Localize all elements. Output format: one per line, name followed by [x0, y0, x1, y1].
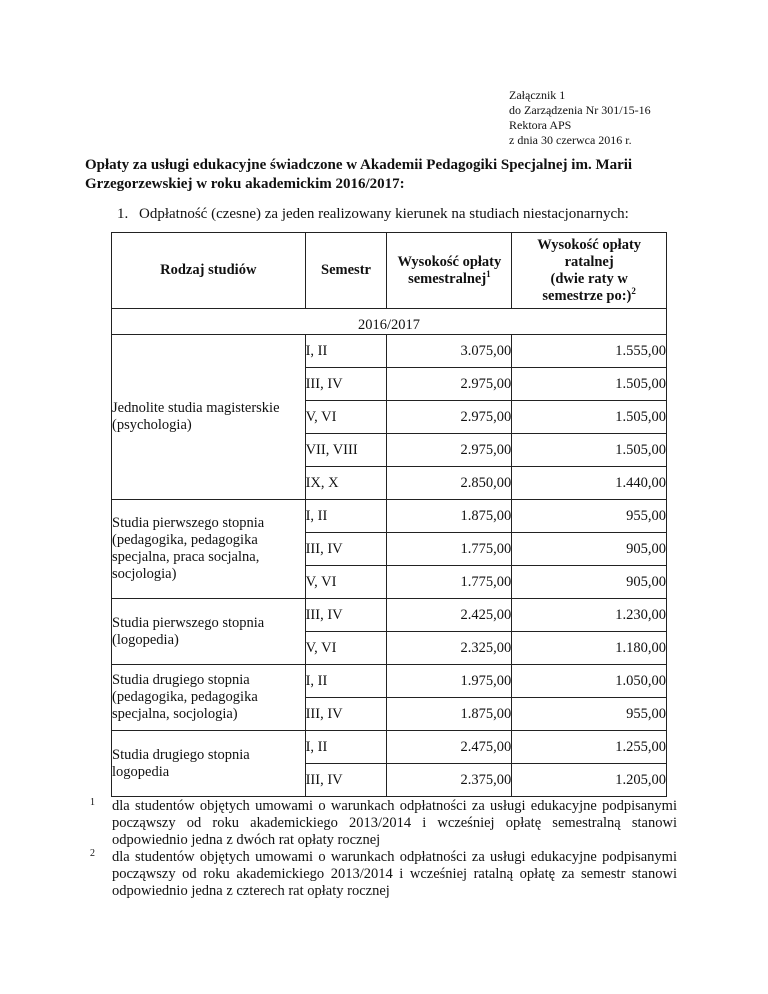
table-year-row — [112, 309, 667, 335]
footnote-2 — [90, 848, 677, 900]
semester-cell: V, VI — [305, 632, 387, 665]
table-header-row — [112, 233, 667, 309]
semestral-fee-cell: 2.850,00 — [387, 467, 512, 500]
installment-fee-cell: 1.180,00 — [512, 632, 667, 665]
installment-fee-cell: 905,00 — [512, 533, 667, 566]
installment-fee-cell: 1.505,00 — [512, 401, 667, 434]
semestral-fee-cell: 1.875,00 — [387, 698, 512, 731]
header-kind: Rodzaj studiów — [112, 233, 306, 309]
annex-line: Załącznik 1 — [509, 88, 566, 102]
document-title: Opłaty za usługi edukacyjne świadczone w Akademii Pedagogiki Specjalnej im. Marii Grzegorzewskiej w roku akademickim 2016/2017: — [85, 157, 633, 192]
footnote-text: dla studentów objętych umowami o warunkach odpłatności za usługi edukacyjne podpisanymi począwszy od roku akademickiego 2013/2014 i wcześniej opłatę semestralną stanowi odpowiednio jedna z dwóch rat opłaty rocznej — [112, 798, 677, 848]
semestral-fee-cell: 1.775,00 — [387, 566, 512, 599]
semestral-fee-cell: 2.975,00 — [387, 434, 512, 467]
list-item-fees — [117, 205, 717, 224]
installment-fee-cell: 1.255,00 — [512, 731, 667, 764]
semester-cell: I, II — [305, 665, 387, 698]
semestral-fee-cell: 1.975,00 — [387, 665, 512, 698]
installment-fee-cell: 1.555,00 — [512, 335, 667, 368]
study-kind: Studia drugiego stopnia (pedagogika, pedagogika specjalna, socjologia) — [112, 665, 306, 731]
installment-fee-cell: 1.205,00 — [512, 764, 667, 797]
semestral-fee-cell: 2.325,00 — [387, 632, 512, 665]
header-semester: Semestr — [305, 233, 387, 309]
semester-cell: V, VI — [305, 401, 387, 434]
footnote-ref: 2 — [631, 285, 636, 296]
study-kind: Studia pierwszego stopnia (logopedia) — [112, 599, 306, 665]
annex-line: Rektora APS — [509, 118, 572, 132]
footnote-text: dla studentów objętych umowami o warunkach odpłatności za usługi edukacyjne podpisanymi począwszy od roku akademickiego 2013/2014 i wcześniej ratalną opłatę za semestr stanowi odpowiednio jedna z czterech rat opłaty rocznej — [112, 849, 677, 899]
academic-year: 2016/2017 — [112, 309, 667, 335]
semester-cell: III, IV — [305, 764, 387, 797]
study-kind: Jednolite studia magisterskie (psychologia) — [112, 335, 306, 500]
footnote-ref: 1 — [486, 268, 491, 279]
list-item-number: 1. — [117, 206, 129, 222]
semester-cell: I, II — [305, 500, 387, 533]
annex-line: do Zarządzenia Nr 301/15-16 — [509, 103, 651, 117]
semestral-fee-cell: 1.775,00 — [387, 533, 512, 566]
table-row — [112, 500, 667, 533]
semester-cell: III, IV — [305, 368, 387, 401]
list-item-text: Odpłatność (czesne) za jeden realizowany kierunek na studiach niestacjonarnych: — [139, 206, 629, 222]
installment-fee-cell: 955,00 — [512, 500, 667, 533]
study-kind: Studia pierwszego stopnia (pedagogika, pedagogika specjalna, praca socjalna, socjologia) — [112, 500, 306, 599]
semestral-fee-cell: 2.975,00 — [387, 368, 512, 401]
semester-cell: I, II — [305, 335, 387, 368]
semestral-fee-cell: 3.075,00 — [387, 335, 512, 368]
installment-fee-cell: 1.505,00 — [512, 368, 667, 401]
table-row — [112, 731, 667, 764]
semestral-fee-cell: 2.975,00 — [387, 401, 512, 434]
installment-fee-cell: 905,00 — [512, 566, 667, 599]
installment-fee-cell: 1.505,00 — [512, 434, 667, 467]
annex-header — [509, 88, 651, 148]
footnote-mark: 2 — [90, 848, 95, 859]
annex-line: z dnia 30 czerwca 2016 r. — [509, 133, 632, 147]
fees-table — [111, 232, 667, 797]
semester-cell: III, IV — [305, 599, 387, 632]
table-row — [112, 599, 667, 632]
semestral-fee-cell: 2.475,00 — [387, 731, 512, 764]
semester-cell: III, IV — [305, 533, 387, 566]
semestral-fee-cell: 2.375,00 — [387, 764, 512, 797]
header-installment-fee: Wysokość opłaty ratalnej (dwie raty w semestrze po:)$^2$ — [512, 233, 667, 309]
footnote-mark: 1 — [90, 797, 95, 808]
semester-cell: V, VI — [305, 566, 387, 599]
installment-fee-cell: 955,00 — [512, 698, 667, 731]
installment-fee-cell: 1.050,00 — [512, 665, 667, 698]
table-row — [112, 335, 667, 368]
semester-cell: I, II — [305, 731, 387, 764]
study-kind: Studia drugiego stopnia logopedia — [112, 731, 306, 797]
installment-fee-cell: 1.440,00 — [512, 467, 667, 500]
semester-cell: VII, VIII — [305, 434, 387, 467]
semester-cell: IX, X — [305, 467, 387, 500]
footnote-1 — [90, 797, 677, 849]
header-semestral-fee: Wysokość opłaty semestralnej$^1$ — [387, 233, 512, 309]
semester-cell: III, IV — [305, 698, 387, 731]
semestral-fee-cell: 1.875,00 — [387, 500, 512, 533]
semestral-fee-cell: 2.425,00 — [387, 599, 512, 632]
installment-fee-cell: 1.230,00 — [512, 599, 667, 632]
table-row — [112, 665, 667, 698]
